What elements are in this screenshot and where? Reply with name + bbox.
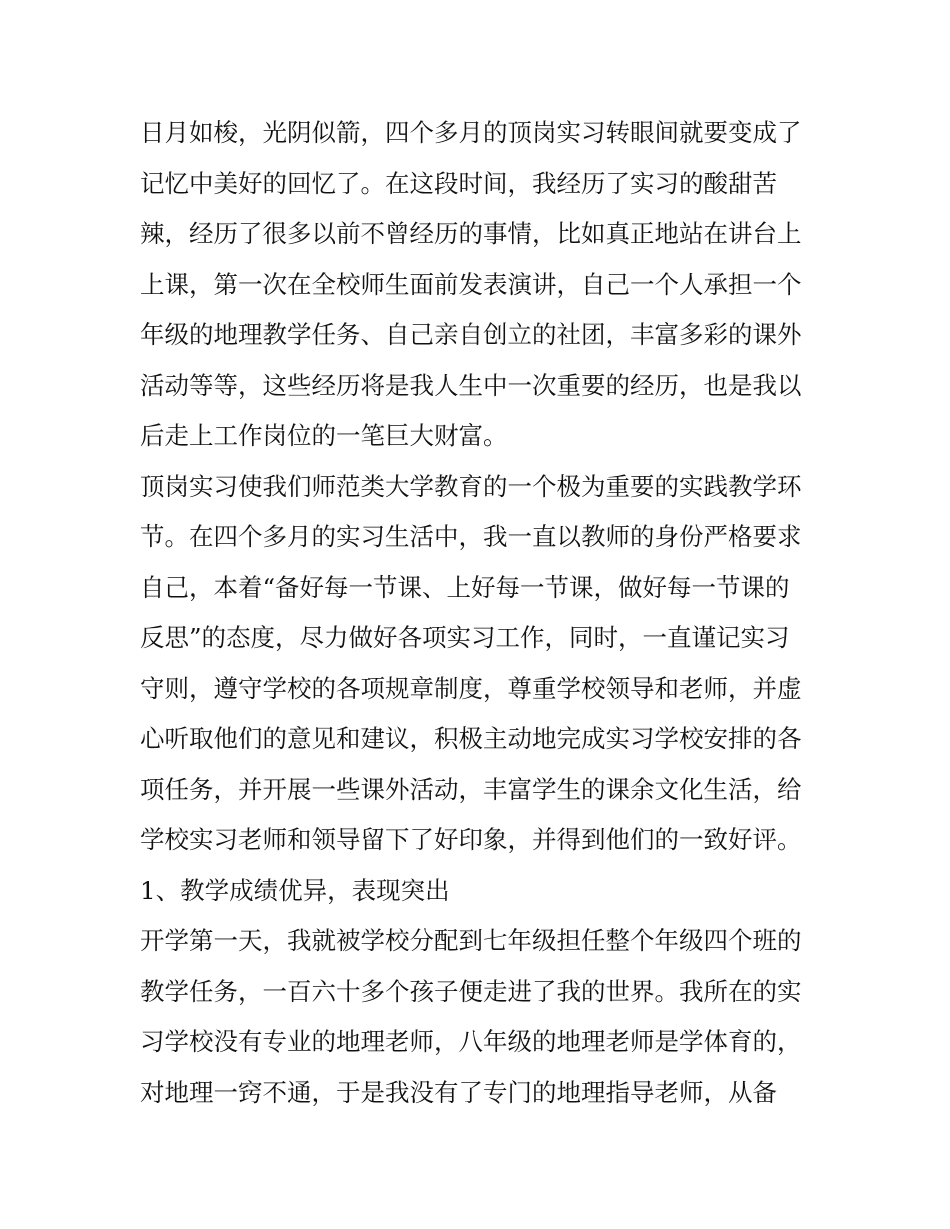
text-line: 学校实习老师和领导留下了好印象，并得到他们的一致好评。: [140, 825, 802, 854]
text-line: 守则，遵守学校的各项规章制度，尊重学校领导和老师，并虚: [140, 673, 802, 703]
text-line: 对地理一窍不通，于是我没有了专门的地理指导老师，从备: [140, 1077, 777, 1107]
text-line: 习学校没有专业的地理老师，八年级的地理老师是学体育的，: [140, 1027, 802, 1056]
text-line: 辣，经历了很多以前不曾经历的事情，比如真正地站在讲台上: [140, 219, 802, 248]
text-line: 自己，本着“备好每一节课、上好每一节课，做好每一节课的: [140, 572, 790, 602]
text-line: 记忆中美好的回忆了。在这段时间，我经历了实习的酸甜苦: [140, 168, 777, 198]
text-line: 后走上工作岗位的一笔巨大财富。: [140, 421, 508, 450]
text-line: 心听取他们的意见和建议，积极主动地完成实习学校安排的各: [140, 724, 802, 753]
text-line: 日月如梭，光阴似箭，四个多月的顶岗实习转眼间就要变成了: [140, 118, 802, 147]
text-line: 节。在四个多月的实习生活中，我一直以教师的身份严格要求: [140, 522, 802, 551]
text-line: 顶岗实习使我们师范类大学教育的一个极为重要的实践教学环: [140, 471, 802, 501]
document-body: [140, 108, 820, 1118]
text-line: 活动等等，这些经历将是我人生中一次重要的经历，也是我以: [140, 370, 802, 400]
text-line: 项任务，并开展一些课外活动，丰富学生的课余文化生活，给: [140, 774, 802, 804]
text-line: 上课，第一次在全校师生面前发表演讲，自己一个人承担一个: [140, 269, 802, 299]
section-heading: 1、教学成绩优异，表现突出: [140, 875, 450, 905]
text-line: 年级的地理教学任务、自己亲自创立的社团，丰富多彩的课外: [140, 320, 802, 349]
text-line: 开学第一天，我就被学校分配到七年级担任整个年级四个班的: [140, 926, 802, 955]
text-line: 反思”的态度，尽力做好各项实习工作，同时，一直谨记实习: [140, 623, 790, 652]
text-line: 教学任务，一百六十多个孩子便走进了我的世界。我所在的实: [140, 976, 802, 1006]
